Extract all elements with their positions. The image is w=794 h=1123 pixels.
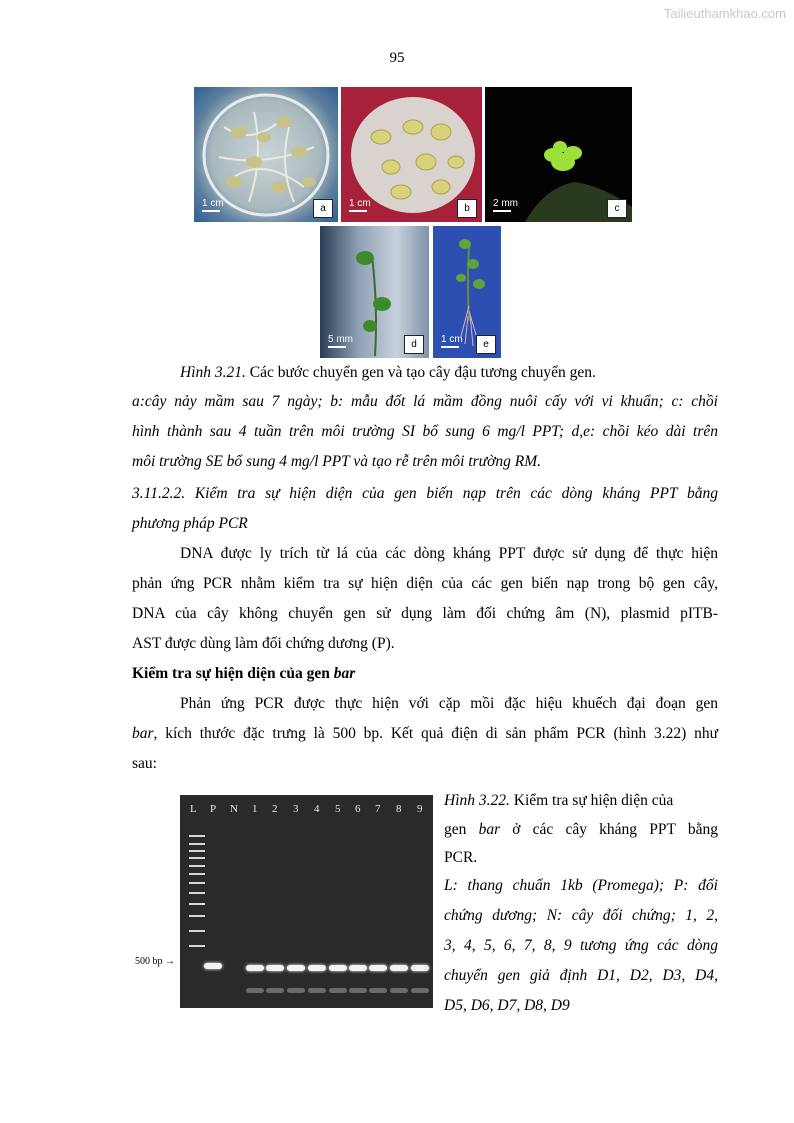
primer-dimer-band bbox=[390, 988, 408, 993]
figure-3-22-legend-line: chứng dương; N: cây đối chứng; 1, 2, bbox=[444, 907, 718, 924]
ladder-band bbox=[189, 945, 205, 947]
panel-label: b bbox=[457, 199, 477, 218]
paragraph-line: phản ứng PCR nhằm kiểm tra sự hiện diện của các gen biến nạp trong bộ gen cây, bbox=[132, 575, 718, 592]
ladder-band bbox=[189, 850, 205, 852]
panel-label: e bbox=[476, 335, 496, 354]
figure-3-22-caption: gen bar ở các cây kháng PPT bằng bbox=[444, 821, 718, 838]
lane-label-3: 3 bbox=[293, 803, 299, 815]
lane-label-2: 2 bbox=[272, 803, 278, 815]
ladder-band bbox=[189, 865, 205, 867]
paragraph-line: bar, kích thước đặc trưng là 500 bp. Kết quả điện di sản phẩm PCR (hình 3.22) như bbox=[132, 725, 718, 742]
figure-3-22-legend-line: D5, D6, D7, D8, D9 bbox=[444, 997, 570, 1014]
primer-dimer-band bbox=[246, 988, 264, 993]
pcr-band-500bp bbox=[329, 965, 347, 971]
paragraph-line: DNA được ly trích từ lá của các dòng kháng PPT được sử dụng để thực hiện bbox=[180, 545, 718, 562]
lane-label-4: 4 bbox=[314, 803, 320, 815]
figure-3-21-legend-line: môi trường SE bổ sung 4 mg/l PPT và tạo rễ trên môi trường RM. bbox=[132, 453, 542, 470]
paragraph-line: Phản ứng PCR được thực hiện với cặp mồi đặc hiệu khuếch đại đoạn gen bbox=[180, 695, 718, 712]
ladder-band bbox=[189, 857, 205, 859]
ladder-band bbox=[189, 835, 205, 837]
ladder-band bbox=[189, 882, 205, 884]
lane-label-L: L bbox=[190, 803, 197, 815]
panel-label: d bbox=[404, 335, 424, 354]
scale-bar: 1 cm bbox=[202, 198, 224, 212]
pcr-band-500bp bbox=[246, 965, 264, 971]
primer-dimer-band bbox=[349, 988, 367, 993]
lane-label-P: P bbox=[210, 803, 217, 815]
paragraph-line: AST được dùng làm đối chứng dương (P). bbox=[132, 635, 395, 652]
figure-3-21-legend-line: a:cây nảy mầm sau 7 ngày; b: mẫu đốt lá mầm đồng nuôi cấy với vi khuẩn; c: chồi bbox=[132, 393, 718, 410]
figure-3-21-caption: Hình 3.21. Các bước chuyển gen và tạo cây đậu tương chuyển gen. bbox=[180, 364, 596, 381]
ladder-band bbox=[189, 930, 205, 932]
paragraph-line: sau: bbox=[132, 755, 157, 772]
figure-3-22-caption: PCR. bbox=[444, 849, 478, 866]
pcr-band-500bp bbox=[204, 963, 222, 969]
subheading: Kiểm tra sự hiện diện của gen bar bbox=[132, 665, 356, 682]
pcr-band-500bp bbox=[411, 965, 429, 971]
scale-bar: 5 mm bbox=[328, 334, 353, 348]
figure-3-21-legend-line: hình thành sau 4 tuần trên môi trường SI bổ sung 6 mg/l PPT; d,e: chồi kéo dài trên bbox=[132, 423, 718, 440]
lane-label-N: N bbox=[230, 803, 238, 815]
lane-label-8: 8 bbox=[396, 803, 402, 815]
lane-label-6: 6 bbox=[355, 803, 361, 815]
scale-bar: 1 cm bbox=[441, 334, 463, 348]
ladder-band bbox=[189, 892, 205, 894]
page-number: 95 bbox=[389, 50, 405, 66]
pcr-band-500bp bbox=[287, 965, 305, 971]
ladder-band bbox=[189, 903, 205, 905]
primer-dimer-band bbox=[308, 988, 326, 993]
ladder-band bbox=[189, 915, 205, 917]
primer-dimer-band bbox=[287, 988, 305, 993]
pcr-band-500bp bbox=[308, 965, 326, 971]
pcr-band-500bp bbox=[390, 965, 408, 971]
scale-bar: 2 mm bbox=[493, 198, 518, 212]
lane-label-5: 5 bbox=[335, 803, 341, 815]
lane-label-7: 7 bbox=[375, 803, 381, 815]
pcr-band-500bp bbox=[266, 965, 284, 971]
watermark: Tailieuthamkhao.com bbox=[663, 6, 786, 21]
figure-3-22-legend-line: chuyển gen giả định D1, D2, D3, D4, bbox=[444, 967, 718, 984]
section-heading: phương pháp PCR bbox=[132, 515, 248, 532]
figure-3-22-caption: Hình 3.22. Kiểm tra sự hiện diện của bbox=[444, 792, 674, 809]
figure-3-22-legend-line: L: thang chuẩn 1kb (Promega); P: đối bbox=[444, 877, 718, 894]
scale-bar: 1 cm bbox=[349, 198, 371, 212]
paragraph-line: DNA của cây không chuyển gen sử dụng làm đối chứng âm (N), plasmid pITB- bbox=[132, 605, 718, 622]
primer-dimer-band bbox=[411, 988, 429, 993]
pcr-band-500bp bbox=[369, 965, 387, 971]
panel-label: a bbox=[313, 199, 333, 218]
panel-label: c bbox=[607, 199, 627, 218]
primer-dimer-band bbox=[369, 988, 387, 993]
section-heading: 3.11.2.2. Kiểm tra sự hiện diện của gen biến nạp trên các dòng kháng PPT bằng bbox=[132, 485, 718, 502]
photo-panel-b bbox=[341, 87, 482, 222]
figure-3-22-legend-line: 3, 4, 5, 6, 7, 8, 9 tương ứng các dòng bbox=[444, 937, 718, 954]
arrow-right-icon: → bbox=[165, 956, 175, 967]
pcr-band-500bp bbox=[349, 965, 367, 971]
photo-panel-a bbox=[194, 87, 338, 222]
gel-electrophoresis-image bbox=[180, 795, 433, 1008]
lane-label-9: 9 bbox=[417, 803, 423, 815]
photo-panel-c bbox=[485, 87, 632, 222]
ladder-band bbox=[189, 873, 205, 875]
marker-500bp-label: 500 bp → bbox=[135, 956, 175, 967]
lane-label-1: 1 bbox=[252, 803, 258, 815]
photo-panel-d bbox=[320, 226, 429, 358]
photo-panel-e bbox=[433, 226, 501, 358]
ladder-band bbox=[189, 843, 205, 845]
primer-dimer-band bbox=[329, 988, 347, 993]
primer-dimer-band bbox=[266, 988, 284, 993]
